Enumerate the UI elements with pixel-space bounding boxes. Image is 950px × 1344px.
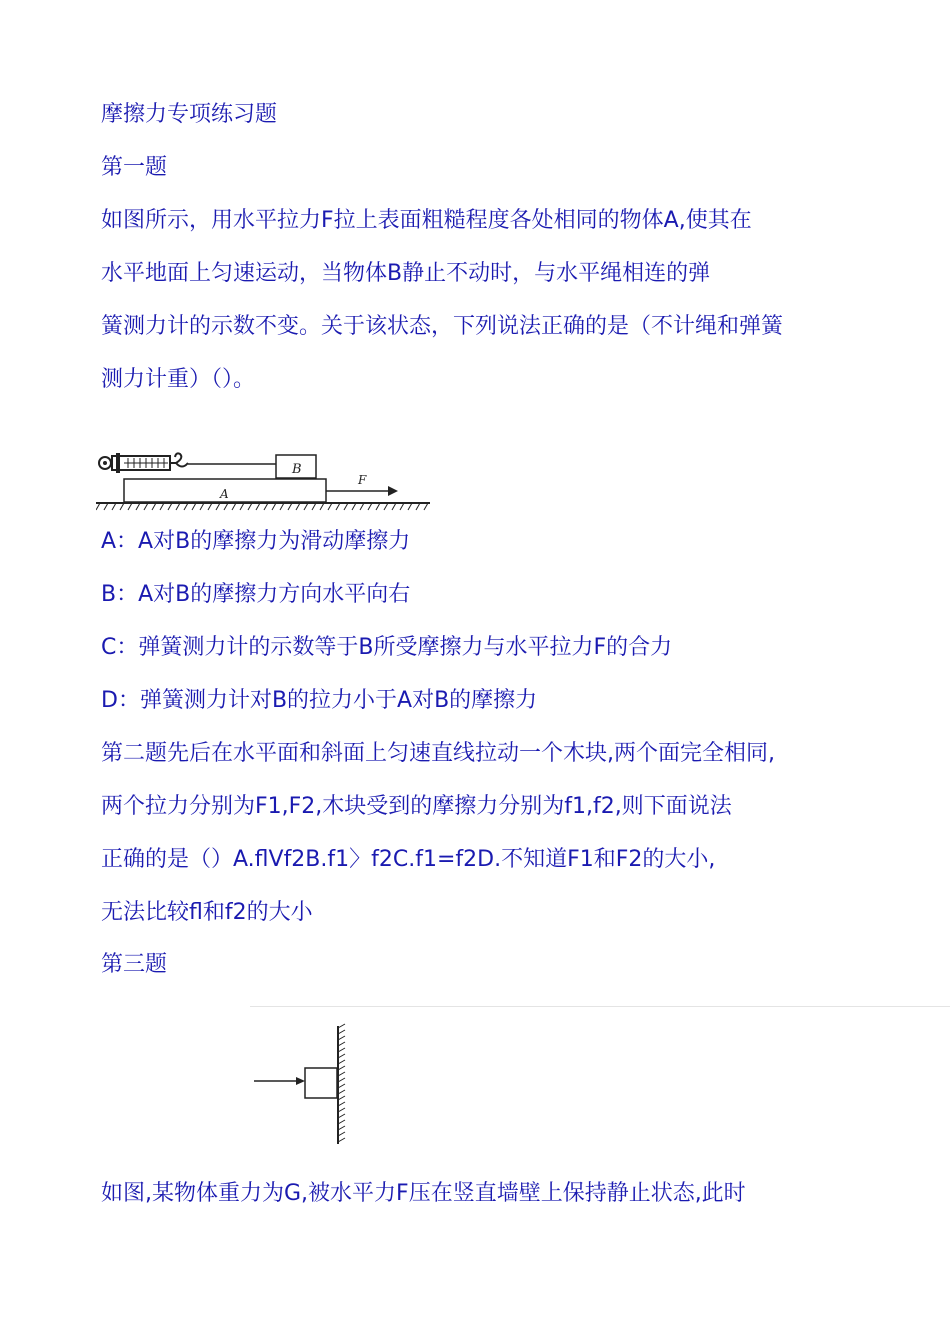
q1-figure [96,448,436,512]
wall-block [305,1068,337,1098]
q2-line-4: 无法比较fl和f2的大小 [101,900,313,925]
block-a-label: A [220,487,229,501]
block-b-label: B [292,462,302,477]
force-label: F [358,473,367,487]
page-title: 摩擦力专项练习题 [101,102,278,127]
q1-stem-line-4: 测力计重）（）。 [101,367,256,392]
q1-stem-line-3: 簧测力计的示数不变。关于该状态，下列说法正确的是（不计绳和弹簧 [101,314,784,339]
q1-option-c: C：弹簧测力计的示数等于B所受摩擦力与水平拉力F的合力 [101,635,673,660]
q3-stem: 如图,某物体重力为G,被水平力F压在竖直墙壁上保持静止状态,此时 [101,1181,746,1206]
divider [250,1006,950,1007]
q1-option-d: D：弹簧测力计对B的拉力小于A对B的摩擦力 [101,688,538,713]
q2-line-1: 第二题先后在水平面和斜面上匀速直线拉动一个木块,两个面完全相同, [101,741,775,766]
q1-option-a: A：A对B的摩擦力为滑动摩擦力 [101,529,411,554]
q1-heading: 第一题 [101,155,168,180]
q3-figure [250,1022,360,1148]
q1-option-b: B：A对B的摩擦力方向水平向右 [101,582,411,607]
q3-heading: 第三题 [101,952,168,977]
q2-line-3: 正确的是（）A.flVf2B.f1〉f2C.f1=f2D.不知道F1和F2的大小, [101,847,716,872]
q1-stem-line-2: 水平地面上匀速运动，当物体B静止不动时，与水平绳相连的弹 [101,261,711,286]
q1-stem-line-1: 如图所示，用水平拉力F拉上表面粗糙程度各处相同的物体A,使其在 [101,208,752,233]
q2-line-2: 两个拉力分别为F1,F2,木块受到的摩擦力分别为f1,f2,则下面说法 [101,794,732,819]
